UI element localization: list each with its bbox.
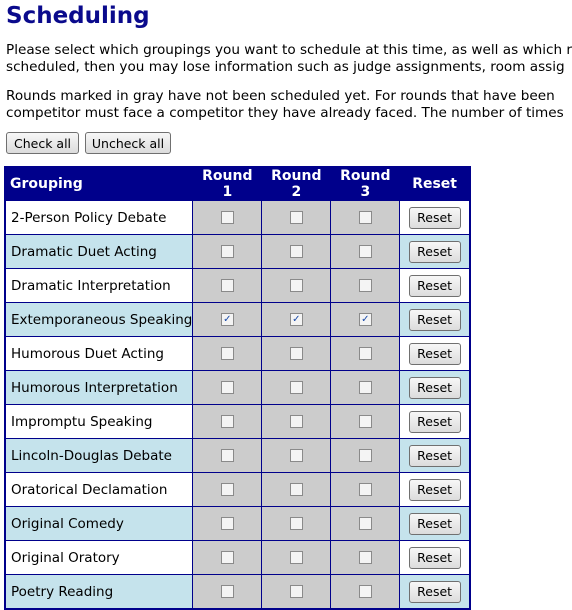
round-1-cell	[193, 575, 262, 610]
round-3-cell	[331, 507, 400, 541]
header-grouping: Grouping	[5, 167, 193, 201]
grouping-name: Poetry Reading	[5, 575, 193, 610]
round-1-cell	[193, 303, 262, 337]
round-2-checkbox[interactable]	[290, 551, 303, 564]
round-2-cell	[262, 201, 331, 235]
table-header-row	[5, 167, 470, 201]
check-all-button[interactable]: Check all	[6, 132, 79, 154]
table-row	[5, 439, 470, 473]
round-1-checkbox[interactable]	[221, 381, 234, 394]
round-2-checkbox[interactable]	[290, 313, 303, 326]
round-3-checkbox[interactable]	[359, 279, 372, 292]
reset-button[interactable]: Reset	[409, 309, 461, 331]
reset-cell	[400, 269, 470, 303]
round-3-cell	[331, 235, 400, 269]
round-2-cell	[262, 507, 331, 541]
round-3-checkbox[interactable]	[359, 449, 372, 462]
grouping-name: Original Comedy	[5, 507, 193, 541]
round-1-cell	[193, 235, 262, 269]
reset-button[interactable]: Reset	[409, 343, 461, 365]
reset-cell	[400, 235, 470, 269]
round-3-checkbox[interactable]	[359, 585, 372, 598]
round-3-checkbox[interactable]	[359, 313, 372, 326]
reset-button[interactable]: Reset	[409, 207, 461, 229]
reset-cell	[400, 337, 470, 371]
table-row	[5, 405, 470, 439]
round-3-checkbox[interactable]	[359, 245, 372, 258]
table-row	[5, 269, 470, 303]
header-round-2: Round 2	[262, 167, 331, 201]
round-3-checkbox[interactable]	[359, 381, 372, 394]
round-1-checkbox[interactable]	[221, 483, 234, 496]
grouping-name: Lincoln-Douglas Debate	[5, 439, 193, 473]
round-1-checkbox[interactable]	[221, 279, 234, 292]
intro-paragraph	[6, 42, 572, 76]
round-3-cell	[331, 575, 400, 610]
round-3-cell	[331, 269, 400, 303]
round-1-cell	[193, 405, 262, 439]
round-3-checkbox[interactable]	[359, 517, 372, 530]
reset-button[interactable]: Reset	[409, 513, 461, 535]
round-3-cell	[331, 201, 400, 235]
reset-button[interactable]: Reset	[409, 377, 461, 399]
checkmark-icon: ✓	[361, 314, 370, 325]
reset-button[interactable]: Reset	[409, 241, 461, 263]
round-2-cell	[262, 575, 331, 610]
round-2-checkbox[interactable]	[290, 211, 303, 224]
round-2-cell	[262, 371, 331, 405]
round-3-cell	[331, 405, 400, 439]
grouping-name: Dramatic Duet Acting	[5, 235, 193, 269]
checkmark-icon: ✓	[223, 314, 232, 325]
round-1-cell	[193, 371, 262, 405]
round-3-checkbox[interactable]	[359, 347, 372, 360]
table-row	[5, 507, 470, 541]
round-3-cell	[331, 303, 400, 337]
header-round-3: Round 3	[331, 167, 400, 201]
reset-button[interactable]: Reset	[409, 479, 461, 501]
grouping-name: Original Oratory	[5, 541, 193, 575]
round-2-checkbox[interactable]	[290, 585, 303, 598]
round-1-checkbox[interactable]	[221, 245, 234, 258]
scheduling-table	[4, 166, 471, 610]
round-1-checkbox[interactable]	[221, 347, 234, 360]
reset-cell	[400, 439, 470, 473]
round-3-checkbox[interactable]	[359, 483, 372, 496]
round-2-checkbox[interactable]	[290, 381, 303, 394]
table-row	[5, 371, 470, 405]
round-1-cell	[193, 507, 262, 541]
note-line-2: competitor must face a competitor they have already faced. The number of times	[6, 105, 564, 121]
round-1-cell	[193, 473, 262, 507]
reset-cell	[400, 507, 470, 541]
grouping-name: Dramatic Interpretation	[5, 269, 193, 303]
table-row	[5, 575, 470, 610]
table-row	[5, 541, 470, 575]
uncheck-all-button[interactable]: Uncheck all	[85, 132, 171, 154]
table-row	[5, 337, 470, 371]
table-row	[5, 303, 470, 337]
reset-cell	[400, 575, 470, 610]
round-2-cell	[262, 337, 331, 371]
round-3-cell	[331, 541, 400, 575]
reset-button[interactable]: Reset	[409, 581, 461, 603]
round-2-checkbox[interactable]	[290, 415, 303, 428]
round-1-checkbox[interactable]	[221, 415, 234, 428]
reset-button[interactable]: Reset	[409, 547, 461, 569]
intro-line-1: Please select which groupings you want to schedule at this time, as well as which r	[6, 42, 572, 58]
round-3-cell	[331, 337, 400, 371]
reset-button[interactable]: Reset	[409, 445, 461, 467]
round-3-checkbox[interactable]	[359, 415, 372, 428]
round-3-checkbox[interactable]	[359, 551, 372, 564]
reset-button[interactable]: Reset	[409, 411, 461, 433]
round-1-checkbox[interactable]	[221, 211, 234, 224]
round-2-cell	[262, 303, 331, 337]
round-1-cell	[193, 337, 262, 371]
round-2-checkbox[interactable]	[290, 347, 303, 360]
note-line-1: Rounds marked in gray have not been scheduled yet. For rounds that have been	[6, 88, 555, 104]
table-row	[5, 235, 470, 269]
header-round-1: Round 1	[193, 167, 262, 201]
round-1-cell	[193, 201, 262, 235]
round-2-checkbox[interactable]	[290, 483, 303, 496]
round-2-cell	[262, 439, 331, 473]
grouping-name: Impromptu Speaking	[5, 405, 193, 439]
reset-cell	[400, 541, 470, 575]
reset-button[interactable]: Reset	[409, 275, 461, 297]
round-2-cell	[262, 473, 331, 507]
reset-cell	[400, 371, 470, 405]
round-2-checkbox[interactable]	[290, 517, 303, 530]
intro-line-2: scheduled, then you may lose information such as judge assignments, room assig	[6, 59, 565, 75]
note-paragraph	[6, 88, 564, 122]
table-row	[5, 201, 470, 235]
grouping-name: 2-Person Policy Debate	[5, 201, 193, 235]
checkmark-icon: ✓	[292, 314, 301, 325]
reset-cell	[400, 405, 470, 439]
round-2-checkbox[interactable]	[290, 449, 303, 462]
table-row	[5, 473, 470, 507]
round-1-checkbox[interactable]	[221, 551, 234, 564]
round-3-cell	[331, 439, 400, 473]
round-2-cell	[262, 269, 331, 303]
round-1-cell	[193, 439, 262, 473]
round-1-checkbox[interactable]	[221, 449, 234, 462]
round-1-cell	[193, 541, 262, 575]
header-reset: Reset	[400, 167, 470, 201]
round-2-checkbox[interactable]	[290, 279, 303, 292]
grouping-name: Oratorical Declamation	[5, 473, 193, 507]
round-1-checkbox[interactable]	[221, 517, 234, 530]
reset-cell	[400, 303, 470, 337]
page-title: Scheduling	[6, 3, 150, 29]
round-2-checkbox[interactable]	[290, 245, 303, 258]
reset-cell	[400, 473, 470, 507]
round-3-cell	[331, 371, 400, 405]
round-1-cell	[193, 269, 262, 303]
round-3-checkbox[interactable]	[359, 211, 372, 224]
grouping-name: Humorous Interpretation	[5, 371, 193, 405]
round-3-cell	[331, 473, 400, 507]
round-1-checkbox[interactable]	[221, 585, 234, 598]
round-2-cell	[262, 235, 331, 269]
grouping-name: Humorous Duet Acting	[5, 337, 193, 371]
round-1-checkbox[interactable]	[221, 313, 234, 326]
round-2-cell	[262, 405, 331, 439]
round-2-cell	[262, 541, 331, 575]
reset-cell	[400, 201, 470, 235]
grouping-name: Extemporaneous Speaking	[5, 303, 193, 337]
